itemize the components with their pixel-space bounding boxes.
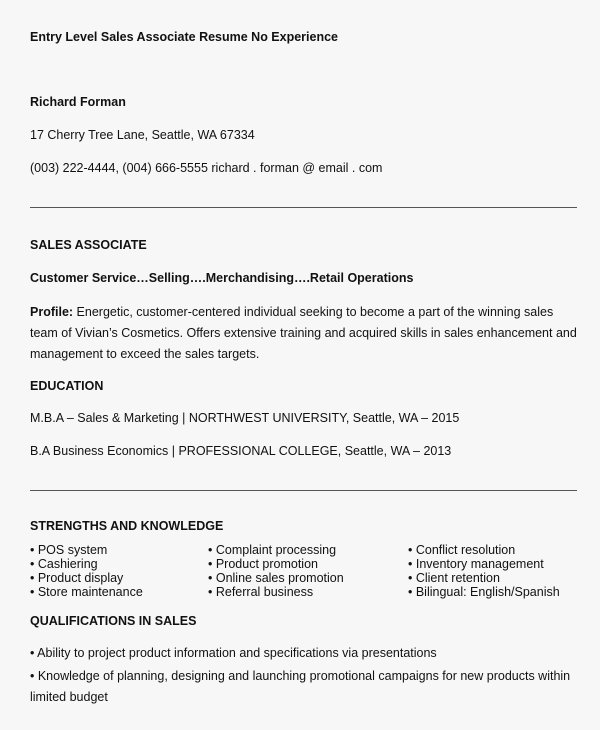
- profile-text: Energetic, customer-centered individual seeking to become a part of the winning sales team of Vivian’s Cosmetics. Offers extensive training and acquired skills in sales enhancement and management to exceed the sales targets.: [30, 305, 577, 361]
- list-item: • Cashiering: [30, 557, 98, 571]
- strengths-column-3: [408, 543, 560, 599]
- divider: [30, 207, 577, 208]
- section-heading-sales-associate: SALES ASSOCIATE: [30, 238, 147, 252]
- list-item: • Conflict resolution: [408, 543, 516, 557]
- profile-paragraph: [30, 302, 580, 365]
- document-title: Entry Level Sales Associate Resume No Experience: [30, 30, 339, 44]
- strengths-column-2: [208, 543, 344, 599]
- skills-tagline: Customer Service…Selling….Merchandising….Retail Operations: [30, 271, 414, 285]
- section-heading-education: EDUCATION: [30, 379, 104, 393]
- education-entry-1: M.B.A – Sales & Marketing | NORTHWEST UNIVERSITY, Seattle, WA – 2015: [30, 411, 460, 425]
- divider: [30, 490, 577, 491]
- education-entry-2: B.A Business Economics | PROFESSIONAL COLLEGE, Seattle, WA – 2013: [30, 444, 452, 458]
- list-item: • Product promotion: [208, 557, 318, 571]
- qualification-item-1: • Ability to project product information and specifications via presentations: [30, 646, 437, 660]
- candidate-phone-email: (003) 222-4444, (004) 666-5555 richard . forman @ email . com: [30, 161, 383, 175]
- candidate-name: Richard Forman: [30, 95, 126, 109]
- strengths-column-1: [30, 543, 143, 599]
- qualification-item-2: • Knowledge of planning, designing and launching promotional campaigns for new products within limited budget: [30, 669, 571, 704]
- list-item: • Product display: [30, 571, 124, 585]
- list-item: • Store maintenance: [30, 585, 143, 599]
- profile-label: Profile:: [30, 305, 74, 319]
- list-item: • Referral business: [208, 585, 314, 599]
- section-heading-strengths: STRENGTHS AND KNOWLEDGE: [30, 519, 224, 533]
- list-item: • Inventory management: [408, 557, 544, 571]
- list-item: • POS system: [30, 543, 108, 557]
- list-item: • Online sales promotion: [208, 571, 344, 585]
- list-item: • Client retention: [408, 571, 500, 585]
- list-item: • Complaint processing: [208, 543, 337, 557]
- list-item: • Bilingual: English/Spanish: [408, 585, 560, 599]
- candidate-address: 17 Cherry Tree Lane, Seattle, WA 67334: [30, 128, 255, 142]
- section-heading-qualifications: QUALIFICATIONS IN SALES: [30, 614, 197, 628]
